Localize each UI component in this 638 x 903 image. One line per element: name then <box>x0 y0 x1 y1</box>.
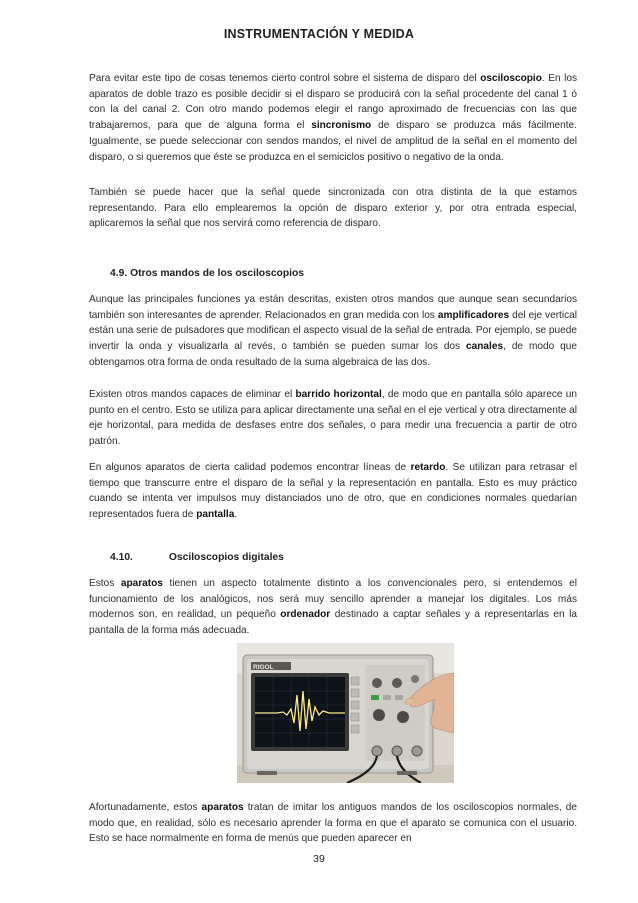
paragraph-text <box>89 800 577 847</box>
text-run: de disparo se produzca más fácilmente. Igualmente, se puede seleccionar con sendos mandos, el nivel de amplitud de la señal en el momento del disparo, o si queremos que éste se produzca en el semiciclos positivo o negativo de la onda. <box>89 120 577 163</box>
emphasized-term: osciloscopio <box>480 73 542 84</box>
text-run: del eje vertical están una serie de pulsadores que modifican el aspecto visual de la señal de entrada. Por ejemplo, se puede invertir la onda y visualizarla al revés, o también se pueden sumar los dos <box>89 309 577 353</box>
emphasized-term: sincronismo <box>311 120 372 132</box>
text-run: Existen otros mandos capaces de eliminar el <box>89 389 296 400</box>
brand-logo: RIGOL <box>253 664 274 671</box>
paragraph-menus <box>89 800 577 847</box>
paragraph-text <box>89 576 577 639</box>
paragraph-text <box>89 387 577 450</box>
page-header: INSTRUMENTACIÓN Y MEDIDA <box>223 27 415 41</box>
section-title: Otros mandos de los osciloscopios <box>130 268 305 279</box>
text-run: destinado a captar señales y a representarlas en la pantalla de la forma más adecuada. <box>89 609 577 637</box>
text-run: Aunque las principales funciones ya están descritas, existen otros mandos que aunque sean secundarios también son interesantes de aprender. Relacionados en gran medida con los <box>89 294 577 321</box>
emphasized-term: aparatos <box>201 802 244 813</box>
section-title: Osciloscopios digitales <box>168 552 284 563</box>
text-run: , de modo que en pantalla sólo aparece un punto en el centro. Esto se utiliza para aplicar directamente una señal en el eje vertical y otra directamente al eje horizontal, para medida de desfases entre dos señales, o para medir una frecuencia a partir de otro patrón. <box>89 389 577 448</box>
text-run: Para evitar este tipo de cosas tenemos cierto control sobre el sistema de disparo del <box>89 73 481 84</box>
emphasized-term: barrido horizontal <box>295 389 382 400</box>
text-run: tienen un aspecto totalmente distinto a los convencionales pero, si entendemos el funcionamiento de los analógicos, nos será muy sencillo aprender a manejar los digitales. Los más modernos son, en realidad, un pequeño <box>89 578 577 621</box>
emphasized-term: amplificadores <box>437 309 510 321</box>
paragraph-horizontal-sweep <box>89 387 577 450</box>
text-run: . <box>234 509 238 521</box>
paragraph-text <box>89 185 577 232</box>
emphasized-term: ordenador <box>280 609 331 621</box>
text-run: Afortunadamente, estos <box>89 802 202 813</box>
section-heading-4-9 <box>110 268 304 279</box>
oscilloscope-photo <box>237 643 454 783</box>
paragraph-text <box>89 292 577 371</box>
paragraph-delay-lines <box>89 460 577 523</box>
text-run: . En los aparatos de doble trazo es posible decidir si el disparo se producirá con la señal procedente del canal 1 ó con la del canal 2. Con otro mando podemos elegir el rango aproximado de frecuencias con las que trabajaremos, para que de alguna forma el <box>89 73 577 132</box>
section-number: 4.9. <box>110 268 128 279</box>
paragraph-text <box>89 71 577 165</box>
paragraph-trigger-control <box>89 71 577 165</box>
text-run: Estos <box>89 578 121 589</box>
text-run: tratan de imitar los antiguos mandos de los osciloscopios normales, de modo que, en realidad, sólo es necesario aprender la forma en que el aparato se comunica con el usuario. Esto se hace normalmente en forma de menús que pueden aparecer en <box>89 802 577 845</box>
section-number: 4.10. <box>110 552 133 563</box>
section-heading-4-10 <box>110 552 284 563</box>
text-run: También se puede hacer que la señal quede sincronizada con otra distinta de la que estamos representando. Para ello emplearemos la opción de disparo exterior y, por otra entrada especial, aplicaremos la señal que nos servirá como referencia de disparo. <box>89 187 577 230</box>
paragraph-digital-oscilloscopes <box>89 576 577 639</box>
text-run: . Se utilizan para retrasar el tiempo que transcurre entre el disparo de la señal y la representación en pantalla. Esto es muy práctico cuando se intenta ver impulsos muy distanciados uno de otro, que en condiciones normales quedarían representados fuera de <box>89 462 577 521</box>
emphasized-term: pantalla <box>196 509 235 521</box>
text-run: En algunos aparatos de cierta calidad podemos encontrar líneas de <box>89 462 411 473</box>
emphasized-term: aparatos <box>120 578 163 589</box>
page-number: 39 <box>313 853 325 865</box>
text-run: , de modo que obtengamos otra forma de onda resultado de la suma algebraica de las dos. <box>89 341 577 368</box>
paragraph-secondary-controls <box>89 292 577 371</box>
emphasized-term: canales <box>466 341 504 353</box>
paragraph-external-trigger <box>89 185 577 232</box>
paragraph-text <box>89 460 577 523</box>
emphasized-term: retardo <box>410 462 446 473</box>
